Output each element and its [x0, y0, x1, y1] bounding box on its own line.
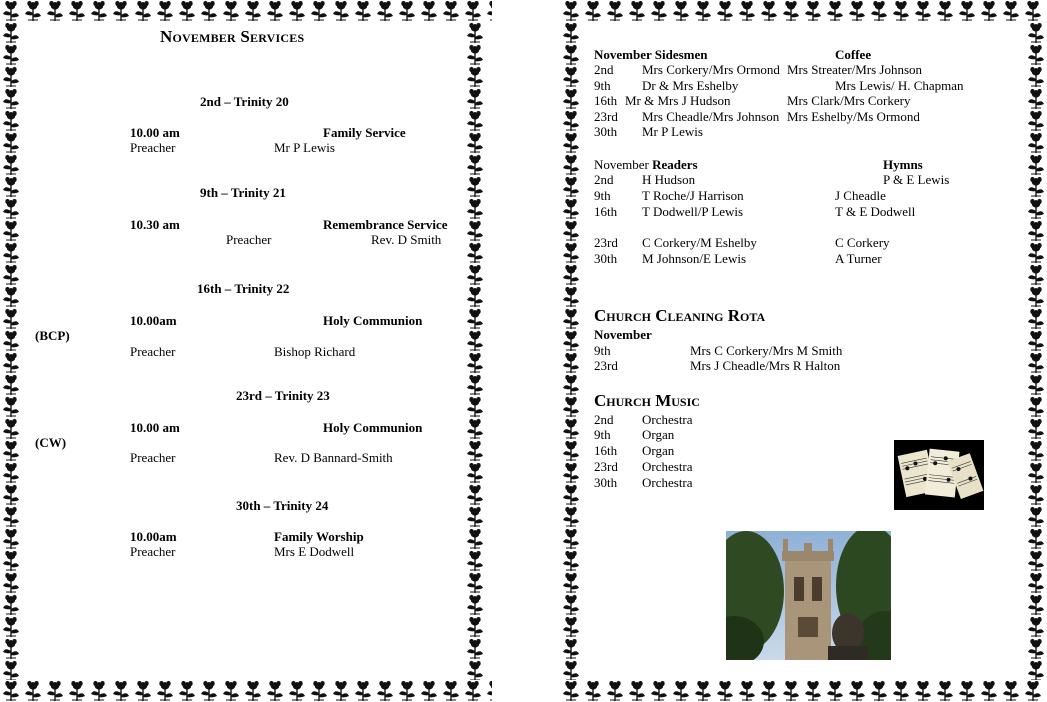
service-time: 10.00am	[130, 529, 177, 544]
preacher-name: Mr P Lewis	[274, 140, 335, 155]
hymns-names: C Corkery	[835, 235, 890, 250]
cleaning-names: Mrs J Cheadle/Mrs R Halton	[690, 358, 841, 373]
service-name: Holy Communion	[323, 313, 423, 328]
readers-date: 23rd	[594, 235, 618, 250]
hymns-heading: Hymns	[883, 157, 923, 172]
music-heading: Church Music	[594, 391, 700, 410]
coffee-names: Mrs Clark/Mrs Corkery	[787, 93, 911, 108]
floral-border-bottom	[0, 680, 492, 702]
coffee-names: Mrs Eshelby/Ms Ormond	[787, 109, 920, 124]
floral-border-left	[560, 22, 582, 680]
readers-heading-label: Readers	[652, 157, 698, 172]
cleaning-month: November	[594, 327, 652, 342]
readers-names: T Dodwell/P Lewis	[642, 204, 744, 219]
cleaning-heading: Church Cleaning Rota	[594, 306, 766, 325]
readers-date: 9th	[594, 188, 611, 203]
sidesmen-names: Mrs Cheadle/Mrs Johnson	[642, 109, 780, 124]
music-type: Orchestra	[642, 459, 693, 474]
hymns-names: P & E Lewis	[883, 172, 950, 187]
service-time: 10.00am	[130, 313, 177, 328]
readers-heading-prefix: November	[594, 157, 653, 172]
preacher-label: Preacher	[130, 140, 176, 155]
preacher-name: Bishop Richard	[274, 344, 356, 359]
service-name: Holy Communion	[323, 420, 423, 435]
sidesmen-date: 16th	[594, 93, 618, 108]
service-time: 10.30 am	[130, 217, 180, 232]
service-name: Family Worship	[274, 529, 364, 544]
coffee-names: Mrs Streater/Mrs Johnson	[787, 62, 923, 77]
sheet-music-icon	[894, 440, 984, 510]
floral-border-top	[560, 0, 1047, 22]
readers-names: C Corkery/M Eshelby	[642, 235, 757, 250]
readers-names: M Johnson/E Lewis	[642, 251, 746, 266]
preacher-name: Mrs E Dodwell	[274, 544, 355, 559]
hymns-names: T & E Dodwell	[835, 204, 916, 219]
preacher-label: Preacher	[226, 232, 272, 247]
music-type: Organ	[642, 427, 675, 442]
coffee-heading: Coffee	[835, 47, 872, 62]
sidesmen-names: Mrs Corkery/Mrs Ormond	[642, 62, 780, 77]
floral-border-right	[464, 22, 486, 680]
service-rite: (BCP)	[35, 328, 70, 343]
service-date: 9th – Trinity 21	[200, 185, 286, 200]
preacher-name: Rev. D Bannard-Smith	[274, 450, 393, 465]
floral-border-bottom	[560, 680, 1047, 702]
readers-names: H Hudson	[642, 172, 696, 187]
music-date: 2nd	[594, 412, 614, 427]
floral-border-right	[1025, 22, 1047, 680]
sidesmen-date: 30th	[594, 124, 618, 139]
preacher-name: Rev. D Smith	[371, 232, 442, 247]
music-type: Orchestra	[642, 412, 693, 427]
service-date: 16th – Trinity 22	[197, 281, 290, 296]
sidesmen-names: Mr & Mrs J Hudson	[625, 93, 731, 108]
sidesmen-date: 23rd	[594, 109, 618, 124]
music-date: 23rd	[594, 459, 618, 474]
service-rite: (CW)	[35, 435, 67, 450]
coffee-names: Mrs Lewis/ H. Chapman	[835, 78, 964, 93]
music-date: 30th	[594, 475, 618, 490]
sidesmen-names: Mr P Lewis	[642, 124, 703, 139]
floral-border-left	[0, 22, 22, 680]
music-type: Orchestra	[642, 475, 693, 490]
hymns-names: J Cheadle	[835, 188, 886, 203]
music-date: 16th	[594, 443, 618, 458]
sidesmen-names: Dr & Mrs Eshelby	[642, 78, 739, 93]
hymns-names: A Turner	[835, 251, 882, 266]
right-page	[560, 0, 1047, 702]
service-name: Family Service	[323, 125, 406, 140]
preacher-label: Preacher	[130, 344, 176, 359]
service-date: 2nd – Trinity 20	[200, 94, 289, 109]
music-type: Organ	[642, 443, 675, 458]
service-time: 10.00 am	[130, 420, 180, 435]
service-date: 23rd – Trinity 23	[236, 388, 330, 403]
sidesmen-heading: November Sidesmen	[594, 47, 708, 62]
service-name: Remembrance Service	[323, 217, 448, 232]
preacher-label: Preacher	[130, 544, 176, 559]
church-tower-photo	[726, 531, 891, 660]
readers-date: 16th	[594, 204, 618, 219]
readers-date: 30th	[594, 251, 618, 266]
cleaning-date: 23rd	[594, 358, 618, 373]
music-date: 9th	[594, 427, 611, 442]
sidesmen-date: 2nd	[594, 62, 614, 77]
page-title: November Services	[160, 27, 305, 46]
service-date: 30th – Trinity 24	[236, 498, 329, 513]
left-page	[0, 0, 492, 702]
cleaning-names: Mrs C Corkery/Mrs M Smith	[690, 343, 843, 358]
readers-names: T Roche/J Harrison	[642, 188, 744, 203]
sidesmen-date: 9th	[594, 78, 611, 93]
readers-heading	[594, 157, 698, 172]
service-time: 10.00 am	[130, 125, 180, 140]
readers-date: 2nd	[594, 172, 614, 187]
preacher-label: Preacher	[130, 450, 176, 465]
floral-border-top	[0, 0, 492, 22]
cleaning-date: 9th	[594, 343, 611, 358]
